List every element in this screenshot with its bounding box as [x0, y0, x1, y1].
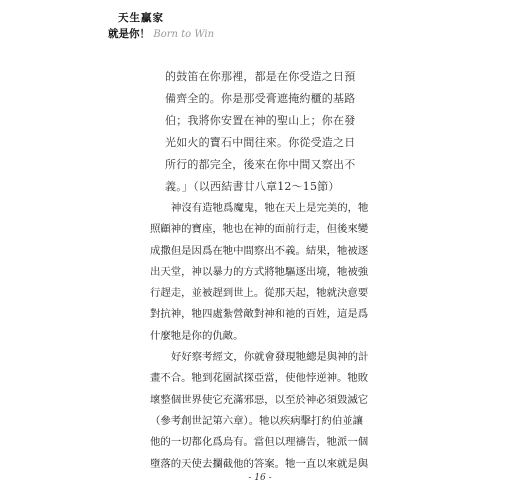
running-header [108, 10, 214, 41]
scripture-quote [165, 66, 380, 198]
paragraph-line: 什麼牠是你的仇敵。 [150, 329, 244, 342]
quote-line: 備齊全的。你是那受膏遮掩約櫃的基路 [165, 92, 356, 105]
book-subtitle-en: Born to Win [153, 29, 215, 40]
page-number: - 16 - [248, 473, 272, 483]
book-title: 天生贏家 [118, 12, 164, 24]
paragraph-line: 壞整個世界使它充滿邪惡，以至於神必須毀滅它 [150, 393, 369, 406]
quote-line: 義。」（以西結書廿八章12〜15節） [165, 180, 340, 193]
paragraph-line: 墮落的天使去攔截他的答案。牠一直以來就是與 [150, 457, 369, 470]
paragraph-line: 對抗神，牠四處紮營敵對神和祂的百姓，這是爲 [150, 308, 369, 321]
paragraph-line: 畫不合。牠到花園試探亞當，使他悖逆神。牠敗 [150, 372, 369, 385]
quote-line: 光如火的寶石中間往來。你從受造之日 [165, 136, 356, 149]
paragraph-line: 出天堂，神以暴力的方式將牠驅逐出境，牠被強 [150, 265, 369, 278]
book-subtitle [108, 26, 214, 41]
paragraph-line: 成撒但是因爲在牠中間察出不義。結果，牠被逐 [150, 244, 369, 257]
quote-line: 伯；我將你安置在神的聖山上；你在發 [165, 114, 356, 127]
quote-line: 的鼓笛在你那裡，都是在你受造之日預 [165, 70, 356, 83]
book-subtitle-cn: 就是你！ [108, 28, 150, 40]
paragraph-line: 他的一切都化爲烏有。當但以理禱告，牠派一個 [150, 436, 369, 449]
paragraph-line: （參考創世記第六章）。牠以疾病擊打約伯並讓 [150, 414, 364, 427]
quote-line: 所行的都完全，後來在你中間又察出不 [165, 158, 356, 171]
paragraph-line: 行趕走，並被趕到世上。從那天起，牠就決意要 [150, 287, 369, 300]
paragraph-line: 神沒有造牠爲魔鬼，牠在天上是完美的，牠 [171, 202, 369, 214]
body-text [150, 198, 382, 475]
paragraph-line: 照顧神的寶座，牠也在神的面前行走，但後來變 [150, 223, 369, 236]
paragraph-line: 好好察考經文，你就會發現牠總是與神的計 [171, 351, 369, 364]
